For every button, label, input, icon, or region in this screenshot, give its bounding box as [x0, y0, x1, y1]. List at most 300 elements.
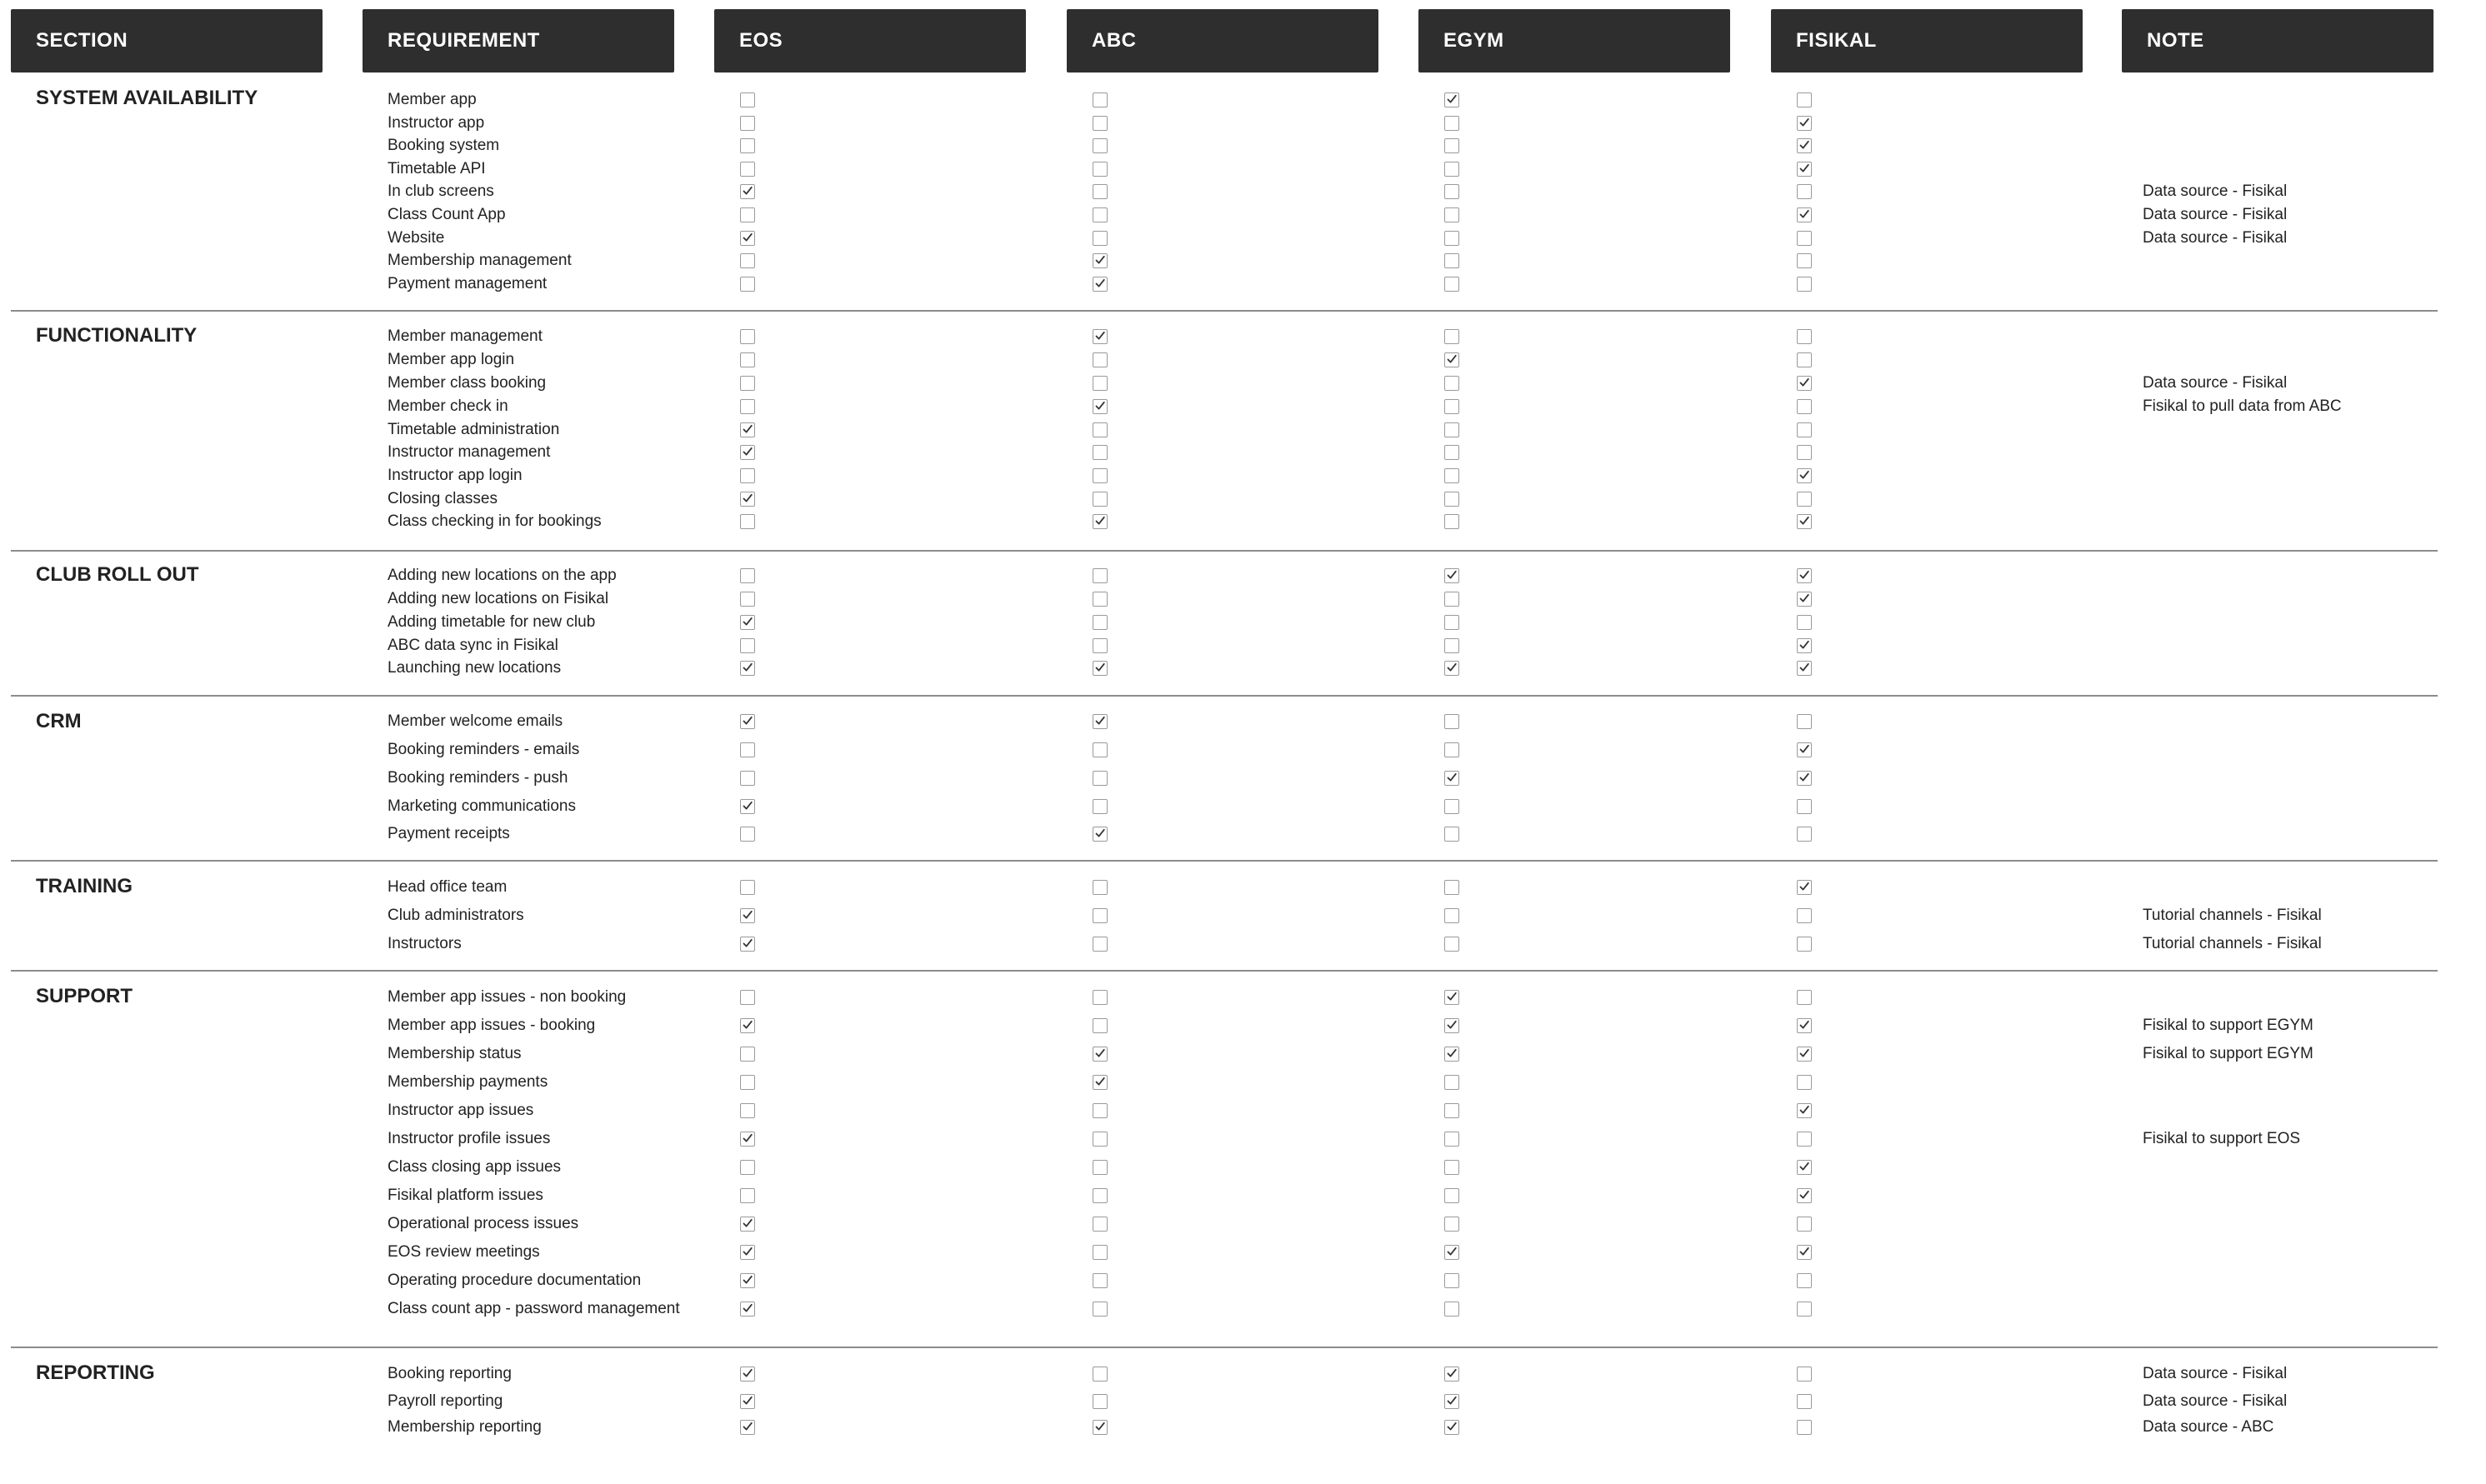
- requirement-label: Instructor app login: [388, 467, 523, 484]
- checkbox-egym[interactable]: [1444, 1018, 1459, 1033]
- checkbox-egym[interactable]: [1444, 1420, 1459, 1435]
- requirement-label: Class count app - password management: [388, 1300, 680, 1317]
- checkbox-abc[interactable]: [1093, 468, 1108, 483]
- section-divider: [11, 550, 2438, 552]
- checkbox-abc[interactable]: [1093, 184, 1108, 199]
- checkbox-fisikal[interactable]: [1797, 138, 1812, 153]
- requirement-label: Marketing communications: [388, 797, 576, 815]
- section-divider: [11, 860, 2438, 862]
- checkbox-eos[interactable]: [740, 1132, 755, 1147]
- checkbox-eos[interactable]: [740, 1188, 755, 1203]
- checkbox-eos[interactable]: [740, 422, 755, 437]
- checkmark-icon: [1446, 93, 1458, 105]
- checkbox-fisikal[interactable]: [1797, 1103, 1812, 1118]
- checkbox-eos[interactable]: [740, 399, 755, 414]
- requirement-label: Class checking in for bookings: [388, 512, 602, 530]
- checkbox-fisikal[interactable]: [1797, 592, 1812, 607]
- checkbox-eos[interactable]: [740, 742, 755, 757]
- checkbox-abc[interactable]: [1093, 376, 1108, 391]
- checkbox-eos[interactable]: [740, 376, 755, 391]
- checkbox-fisikal[interactable]: [1797, 880, 1812, 895]
- checkbox-fisikal[interactable]: [1797, 468, 1812, 483]
- requirement-label: ABC data sync in Fisikal: [388, 637, 558, 654]
- checkbox-eos[interactable]: [740, 592, 755, 607]
- checkmark-icon: [1094, 277, 1106, 289]
- checkmark-icon: [1446, 1019, 1458, 1031]
- checkbox-egym[interactable]: [1444, 661, 1459, 676]
- checkbox-fisikal[interactable]: [1797, 329, 1812, 344]
- checkbox-eos[interactable]: [740, 1302, 755, 1317]
- checkbox-eos[interactable]: [740, 1047, 755, 1062]
- checkbox-fisikal[interactable]: [1797, 184, 1812, 199]
- requirement-label: Membership payments: [388, 1073, 548, 1091]
- checkbox-egym[interactable]: [1444, 492, 1459, 507]
- checkbox-egym[interactable]: [1444, 445, 1459, 460]
- checkbox-egym[interactable]: [1444, 771, 1459, 786]
- checkbox-abc[interactable]: [1093, 1103, 1108, 1118]
- checkbox-abc[interactable]: [1093, 937, 1108, 952]
- checkbox-fisikal[interactable]: [1797, 1302, 1812, 1317]
- checkmark-icon: [1798, 162, 1810, 174]
- checkbox-egym[interactable]: [1444, 908, 1459, 923]
- checkmark-icon: [1798, 1019, 1810, 1031]
- header-abc: ABC: [1067, 9, 1378, 72]
- checkmark-icon: [1798, 639, 1810, 651]
- checkbox-egym[interactable]: [1444, 880, 1459, 895]
- checkbox-egym[interactable]: [1444, 162, 1459, 177]
- checkbox-fisikal[interactable]: [1797, 1245, 1812, 1260]
- checkbox-egym[interactable]: [1444, 592, 1459, 607]
- checkbox-fisikal[interactable]: [1797, 568, 1812, 583]
- checkbox-fisikal[interactable]: [1797, 277, 1812, 292]
- checkbox-abc[interactable]: [1093, 231, 1108, 246]
- checkbox-abc[interactable]: [1093, 771, 1108, 786]
- checkmark-icon: [1446, 1367, 1458, 1379]
- checkmark-icon: [742, 1132, 753, 1144]
- requirement-label: Instructor management: [388, 443, 551, 461]
- checkmark-icon: [1798, 1189, 1810, 1201]
- checkmark-icon: [1094, 662, 1106, 673]
- checkmark-icon: [1798, 743, 1810, 755]
- checkbox-egym[interactable]: [1444, 514, 1459, 529]
- checkbox-fisikal[interactable]: [1797, 376, 1812, 391]
- checkbox-fisikal[interactable]: [1797, 422, 1812, 437]
- section-divider: [11, 695, 2438, 697]
- checkbox-eos[interactable]: [740, 253, 755, 268]
- checkbox-eos[interactable]: [740, 1160, 755, 1175]
- checkbox-abc[interactable]: [1093, 1245, 1108, 1260]
- checkbox-eos[interactable]: [740, 1245, 755, 1260]
- checkbox-abc[interactable]: [1093, 277, 1108, 292]
- checkbox-egym[interactable]: [1444, 1075, 1459, 1090]
- note-text: Tutorial channels - Fisikal: [2143, 935, 2322, 952]
- checkmark-icon: [1446, 662, 1458, 673]
- requirement-label: Adding new locations on the app: [388, 567, 617, 584]
- requirement-label: Member app issues - booking: [388, 1017, 596, 1034]
- checkbox-egym[interactable]: [1444, 376, 1459, 391]
- checkbox-fisikal[interactable]: [1797, 1075, 1812, 1090]
- requirement-label: Payment management: [388, 275, 548, 292]
- checkbox-egym[interactable]: [1444, 1103, 1459, 1118]
- checkbox-eos[interactable]: [740, 827, 755, 842]
- requirement-label: Booking system: [388, 137, 500, 154]
- checkbox-abc[interactable]: [1093, 592, 1108, 607]
- checkbox-eos[interactable]: [740, 445, 755, 460]
- checkbox-eos[interactable]: [740, 162, 755, 177]
- checkmark-icon: [1798, 881, 1810, 892]
- checkmark-icon: [1094, 715, 1106, 727]
- note-text: Data source - ABC: [2143, 1418, 2274, 1436]
- checkbox-abc[interactable]: [1093, 615, 1108, 630]
- checkbox-egym[interactable]: [1444, 352, 1459, 367]
- checkbox-eos[interactable]: [740, 184, 755, 199]
- checkbox-abc[interactable]: [1093, 207, 1108, 222]
- checkmark-icon: [1446, 1421, 1458, 1432]
- requirement-label: Instructors: [388, 935, 462, 952]
- checkmark-icon: [742, 1246, 753, 1257]
- checkbox-abc[interactable]: [1093, 1075, 1108, 1090]
- checkbox-abc[interactable]: [1093, 116, 1108, 131]
- checkbox-eos[interactable]: [740, 568, 755, 583]
- checkbox-egym[interactable]: [1444, 277, 1459, 292]
- checkbox-abc[interactable]: [1093, 1217, 1108, 1232]
- checkbox-abc[interactable]: [1093, 1160, 1108, 1175]
- checkbox-egym[interactable]: [1444, 937, 1459, 952]
- section-divider: [11, 1347, 2438, 1348]
- section-title: SYSTEM AVAILABILITY: [36, 87, 258, 109]
- requirement-label: Operational process issues: [388, 1215, 579, 1232]
- requirement-label: Booking reporting: [388, 1365, 512, 1382]
- checkbox-fisikal[interactable]: [1797, 615, 1812, 630]
- checkmark-icon: [1094, 827, 1106, 839]
- requirement-label: Member management: [388, 327, 543, 345]
- checkbox-fisikal[interactable]: [1797, 771, 1812, 786]
- checkbox-eos[interactable]: [740, 1018, 755, 1033]
- checkbox-eos[interactable]: [740, 329, 755, 344]
- checkmark-icon: [1798, 377, 1810, 388]
- checkbox-abc[interactable]: [1093, 1018, 1108, 1033]
- checkbox-fisikal[interactable]: [1797, 908, 1812, 923]
- requirement-label: Booking reminders - emails: [388, 741, 580, 758]
- checkbox-fisikal[interactable]: [1797, 231, 1812, 246]
- requirement-label: Operating procedure documentation: [388, 1272, 642, 1289]
- checkmark-icon: [1094, 254, 1106, 266]
- checkbox-eos[interactable]: [740, 1367, 755, 1382]
- checkbox-fisikal[interactable]: [1797, 1273, 1812, 1288]
- checkbox-abc[interactable]: [1093, 1394, 1108, 1409]
- checkbox-fisikal[interactable]: [1797, 445, 1812, 460]
- checkmark-icon: [1798, 469, 1810, 481]
- checkmark-icon: [742, 715, 753, 727]
- checkbox-fisikal[interactable]: [1797, 352, 1812, 367]
- requirement-label: Fisikal platform issues: [388, 1187, 543, 1204]
- checkbox-eos[interactable]: [740, 116, 755, 131]
- checkbox-egym[interactable]: [1444, 615, 1459, 630]
- checkbox-egym[interactable]: [1444, 1273, 1459, 1288]
- checkbox-fisikal[interactable]: [1797, 990, 1812, 1005]
- checkbox-abc[interactable]: [1093, 514, 1108, 529]
- checkbox-eos[interactable]: [740, 514, 755, 529]
- checkbox-egym[interactable]: [1444, 742, 1459, 757]
- requirement-label: Adding timetable for new club: [388, 613, 596, 631]
- checkbox-egym[interactable]: [1444, 1217, 1459, 1232]
- requirement-label: Member app login: [388, 351, 515, 368]
- checkbox-egym[interactable]: [1444, 138, 1459, 153]
- header-egym: EGYM: [1418, 9, 1730, 72]
- checkbox-abc[interactable]: [1093, 138, 1108, 153]
- note-text: Fisikal to pull data from ABC: [2143, 397, 2342, 415]
- checkmark-icon: [1798, 515, 1810, 527]
- note-text: Fisikal to support EOS: [2143, 1130, 2301, 1147]
- note-text: Data source - Fisikal: [2143, 1392, 2288, 1410]
- section-divider: [11, 970, 2438, 972]
- checkbox-egym[interactable]: [1444, 231, 1459, 246]
- checkmark-icon: [1094, 1421, 1106, 1432]
- checkbox-abc[interactable]: [1093, 568, 1108, 583]
- checkbox-egym[interactable]: [1444, 1160, 1459, 1175]
- checkmark-icon: [742, 616, 753, 627]
- checkmark-icon: [1798, 569, 1810, 581]
- requirement-label: Member app: [388, 91, 477, 108]
- checkbox-eos[interactable]: [740, 207, 755, 222]
- section-title: REPORTING: [36, 1362, 155, 1384]
- checkmark-icon: [742, 937, 753, 949]
- checkbox-eos[interactable]: [740, 615, 755, 630]
- checkbox-egym[interactable]: [1444, 1188, 1459, 1203]
- checkbox-abc[interactable]: [1093, 1188, 1108, 1203]
- checkbox-eos[interactable]: [740, 231, 755, 246]
- checkmark-icon: [742, 492, 753, 504]
- checkbox-egym[interactable]: [1444, 799, 1459, 814]
- checkbox-abc[interactable]: [1093, 742, 1108, 757]
- checkbox-egym[interactable]: [1444, 714, 1459, 729]
- checkmark-icon: [1446, 353, 1458, 365]
- requirement-label: Class closing app issues: [388, 1158, 562, 1176]
- section-title: CRM: [36, 710, 82, 732]
- checkbox-abc[interactable]: [1093, 1420, 1108, 1435]
- checkbox-fisikal[interactable]: [1797, 399, 1812, 414]
- checkbox-eos[interactable]: [740, 1420, 755, 1435]
- checkbox-fisikal[interactable]: [1797, 742, 1812, 757]
- checkmark-icon: [1798, 1246, 1810, 1257]
- checkbox-egym[interactable]: [1444, 1302, 1459, 1317]
- requirement-label: Member class booking: [388, 374, 547, 392]
- checkbox-egym[interactable]: [1444, 92, 1459, 107]
- checkmark-icon: [742, 446, 753, 457]
- checkmark-icon: [742, 232, 753, 243]
- checkbox-egym[interactable]: [1444, 568, 1459, 583]
- requirement-label: Instructor app issues: [388, 1102, 534, 1119]
- checkbox-abc[interactable]: [1093, 253, 1108, 268]
- checkmark-icon: [1094, 515, 1106, 527]
- checkbox-fisikal[interactable]: [1797, 1018, 1812, 1033]
- checkbox-egym[interactable]: [1444, 1245, 1459, 1260]
- checkbox-abc[interactable]: [1093, 714, 1108, 729]
- checkbox-abc[interactable]: [1093, 1367, 1108, 1382]
- checkbox-abc[interactable]: [1093, 352, 1108, 367]
- checkmark-icon: [742, 1367, 753, 1379]
- checkbox-fisikal[interactable]: [1797, 1367, 1812, 1382]
- requirement-label: Timetable administration: [388, 421, 560, 438]
- checkbox-abc[interactable]: [1093, 1302, 1108, 1317]
- checkbox-egym[interactable]: [1444, 827, 1459, 842]
- checkmark-icon: [1798, 1104, 1810, 1116]
- checkbox-fisikal[interactable]: [1797, 638, 1812, 653]
- checkbox-fisikal[interactable]: [1797, 92, 1812, 107]
- requirement-label: Membership management: [388, 252, 572, 269]
- header-fisikal: FISIKAL: [1771, 9, 2083, 72]
- requirement-label: Member welcome emails: [388, 712, 563, 730]
- checkbox-fisikal[interactable]: [1797, 827, 1812, 842]
- checkbox-egym[interactable]: [1444, 422, 1459, 437]
- note-text: Data source - Fisikal: [2143, 206, 2288, 223]
- requirement-label: Instructor profile issues: [388, 1130, 551, 1147]
- checkbox-abc[interactable]: [1093, 399, 1108, 414]
- checkbox-fisikal[interactable]: [1797, 162, 1812, 177]
- checkmark-icon: [1798, 772, 1810, 783]
- checkbox-abc[interactable]: [1093, 990, 1108, 1005]
- checkbox-fisikal[interactable]: [1797, 253, 1812, 268]
- checkmark-icon: [1094, 400, 1106, 412]
- checkbox-abc[interactable]: [1093, 162, 1108, 177]
- checkbox-egym[interactable]: [1444, 468, 1459, 483]
- checkbox-egym[interactable]: [1444, 638, 1459, 653]
- checkbox-abc[interactable]: [1093, 908, 1108, 923]
- checkbox-eos[interactable]: [740, 799, 755, 814]
- checkbox-abc[interactable]: [1093, 799, 1108, 814]
- checkbox-eos[interactable]: [740, 352, 755, 367]
- checkmark-icon: [1446, 772, 1458, 783]
- checkbox-eos[interactable]: [740, 771, 755, 786]
- checkbox-fisikal[interactable]: [1797, 661, 1812, 676]
- requirement-label: Closing classes: [388, 490, 498, 507]
- requirement-label: Adding new locations on Fisikal: [388, 590, 609, 607]
- checkbox-abc[interactable]: [1093, 422, 1108, 437]
- requirement-label: Launching new locations: [388, 659, 562, 677]
- checkbox-abc[interactable]: [1093, 1273, 1108, 1288]
- checkbox-egym[interactable]: [1444, 184, 1459, 199]
- checkbox-eos[interactable]: [740, 908, 755, 923]
- header-eos: EOS: [714, 9, 1026, 72]
- section-divider: [11, 310, 2438, 312]
- checkmark-icon: [742, 1421, 753, 1432]
- checkmark-icon: [1446, 991, 1458, 1002]
- checkbox-abc[interactable]: [1093, 1047, 1108, 1062]
- checkbox-fisikal[interactable]: [1797, 714, 1812, 729]
- checkbox-egym[interactable]: [1444, 329, 1459, 344]
- checkbox-eos[interactable]: [740, 1103, 755, 1118]
- checkbox-eos[interactable]: [740, 468, 755, 483]
- checkbox-egym[interactable]: [1444, 990, 1459, 1005]
- requirement-label: Membership status: [388, 1045, 522, 1062]
- checkbox-fisikal[interactable]: [1797, 1420, 1812, 1435]
- checkmark-icon: [1798, 208, 1810, 220]
- checkbox-abc[interactable]: [1093, 92, 1108, 107]
- checkbox-egym[interactable]: [1444, 399, 1459, 414]
- checkbox-fisikal[interactable]: [1797, 1188, 1812, 1203]
- checkbox-egym[interactable]: [1444, 253, 1459, 268]
- checkbox-egym[interactable]: [1444, 1367, 1459, 1382]
- checkmark-icon: [742, 423, 753, 435]
- checkbox-eos[interactable]: [740, 138, 755, 153]
- note-text: Data source - Fisikal: [2143, 182, 2288, 200]
- note-text: Data source - Fisikal: [2143, 229, 2288, 247]
- checkmark-icon: [742, 185, 753, 197]
- checkbox-fisikal[interactable]: [1797, 116, 1812, 131]
- requirement-label: EOS review meetings: [388, 1243, 540, 1261]
- checkbox-eos[interactable]: [740, 661, 755, 676]
- checkbox-abc[interactable]: [1093, 638, 1108, 653]
- checkbox-eos[interactable]: [740, 492, 755, 507]
- checkbox-fisikal[interactable]: [1797, 1394, 1812, 1409]
- checkbox-egym[interactable]: [1444, 116, 1459, 131]
- requirement-label: Club administrators: [388, 907, 524, 924]
- checkbox-abc[interactable]: [1093, 329, 1108, 344]
- note-text: Data source - Fisikal: [2143, 374, 2288, 392]
- checkbox-eos[interactable]: [740, 1217, 755, 1232]
- requirement-label: Member check in: [388, 397, 508, 415]
- checkbox-fisikal[interactable]: [1797, 207, 1812, 222]
- checkmark-icon: [1094, 1076, 1106, 1087]
- checkbox-abc[interactable]: [1093, 492, 1108, 507]
- checkbox-eos[interactable]: [740, 92, 755, 107]
- checkbox-abc[interactable]: [1093, 880, 1108, 895]
- checkbox-fisikal[interactable]: [1797, 937, 1812, 952]
- checkbox-fisikal[interactable]: [1797, 514, 1812, 529]
- checkbox-abc[interactable]: [1093, 1132, 1108, 1147]
- checkbox-eos[interactable]: [740, 638, 755, 653]
- checkbox-fisikal[interactable]: [1797, 492, 1812, 507]
- checkbox-abc[interactable]: [1093, 661, 1108, 676]
- checkmark-icon: [742, 1302, 753, 1314]
- checkmark-icon: [1798, 592, 1810, 604]
- checkmark-icon: [742, 1019, 753, 1031]
- checkbox-eos[interactable]: [740, 1394, 755, 1409]
- checkmark-icon: [742, 1217, 753, 1229]
- checkmark-icon: [742, 1274, 753, 1286]
- checkbox-eos[interactable]: [740, 1273, 755, 1288]
- checkbox-abc[interactable]: [1093, 445, 1108, 460]
- checkbox-fisikal[interactable]: [1797, 799, 1812, 814]
- checkbox-fisikal[interactable]: [1797, 1160, 1812, 1175]
- checkmark-icon: [742, 1395, 753, 1407]
- checkbox-fisikal[interactable]: [1797, 1132, 1812, 1147]
- checkbox-eos[interactable]: [740, 714, 755, 729]
- note-text: Data source - Fisikal: [2143, 1365, 2288, 1382]
- requirement-label: Head office team: [388, 878, 508, 896]
- checkbox-egym[interactable]: [1444, 1394, 1459, 1409]
- requirement-label: Member app issues - non booking: [388, 988, 627, 1006]
- checkbox-eos[interactable]: [740, 1075, 755, 1090]
- checkmark-icon: [1798, 1161, 1810, 1172]
- checkbox-fisikal[interactable]: [1797, 1217, 1812, 1232]
- checkmark-icon: [1446, 569, 1458, 581]
- checkmark-icon: [1094, 1047, 1106, 1059]
- checkbox-eos[interactable]: [740, 937, 755, 952]
- note-text: Fisikal to support EGYM: [2143, 1017, 2313, 1034]
- checkbox-eos[interactable]: [740, 880, 755, 895]
- checkbox-abc[interactable]: [1093, 827, 1108, 842]
- checkbox-fisikal[interactable]: [1797, 1047, 1812, 1062]
- checkbox-eos[interactable]: [740, 990, 755, 1005]
- checkmark-icon: [1798, 662, 1810, 673]
- header-note: NOTE: [2122, 9, 2433, 72]
- checkbox-egym[interactable]: [1444, 1132, 1459, 1147]
- checkbox-egym[interactable]: [1444, 1047, 1459, 1062]
- requirement-label: Instructor app: [388, 114, 485, 132]
- checkbox-eos[interactable]: [740, 277, 755, 292]
- checkbox-egym[interactable]: [1444, 207, 1459, 222]
